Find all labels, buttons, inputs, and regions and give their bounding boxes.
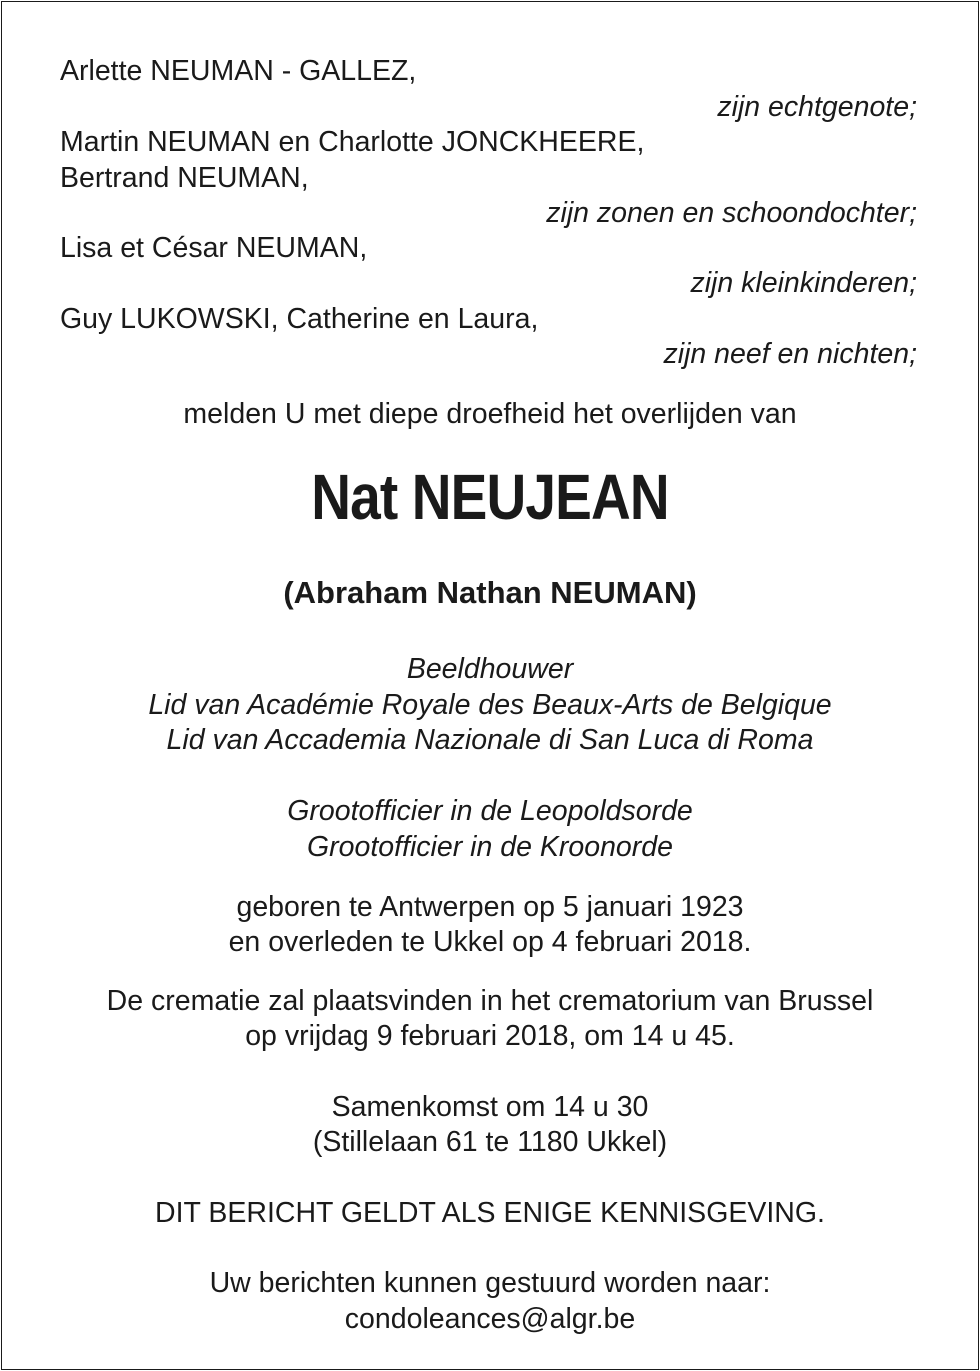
nephew-role: zijn neef en nichten; xyxy=(663,338,917,370)
gathering-time: Samenkomst om 14 u 30 xyxy=(331,1091,649,1123)
birth-line: geboren te Antwerpen op 5 januari 1923 xyxy=(236,891,744,923)
gathering-address: (Stillelaan 61 te 1180 Ukkel) xyxy=(312,1126,668,1158)
deceased-full-name: (Abraham Nathan NEUMAN) xyxy=(283,575,697,610)
official-notice: DIT BERICHT GELDT ALS ENIGE KENNISGEVING. xyxy=(155,1197,825,1229)
sons-line-2: Bertrand NEUMAN, xyxy=(60,162,309,194)
sons-line-1: Martin NEUMAN en Charlotte JONCKHEERE, xyxy=(60,126,645,158)
spouse-role: zijn echtgenote; xyxy=(717,91,917,123)
honour-line: Grootofficier in de Leopoldsorde xyxy=(287,795,693,827)
sons-role: zijn zonen en schoondochter; xyxy=(546,197,917,229)
cremation-line-2: op vrijdag 9 februari 2018, om 14 u 45. xyxy=(245,1020,735,1052)
title-line: Beeldhouwer xyxy=(406,653,574,685)
death-line: en overleden te Ukkel op 4 februari 2018. xyxy=(228,926,752,958)
honour-line: Grootofficier in de Kroonorde xyxy=(307,831,673,863)
deceased-name: Nat NEUJEAN xyxy=(311,461,669,533)
cremation-line-1: De crematie zal plaatsvinden in het crematorium van Brussel xyxy=(106,985,874,1017)
grandchildren-role: zijn kleinkinderen; xyxy=(690,267,917,299)
nephew-names: Guy LUKOWSKI, Catherine en Laura, xyxy=(60,303,539,335)
condolences-email[interactable]: condoleances@algr.be xyxy=(344,1303,636,1335)
condolences-text: Uw berichten kunnen gestuurd worden naar: xyxy=(209,1267,771,1299)
announcement-text: melden U met diepe droefheid het overlijden van xyxy=(183,398,797,430)
grandchildren-names: Lisa et César NEUMAN, xyxy=(60,232,368,264)
spouse-name: Arlette NEUMAN - GALLEZ, xyxy=(60,55,417,87)
title-line: Lid van Académie Royale des Beaux-Arts de Belgique xyxy=(148,689,832,721)
title-line: Lid van Accademia Nazionale di San Luca di Roma xyxy=(166,724,814,756)
